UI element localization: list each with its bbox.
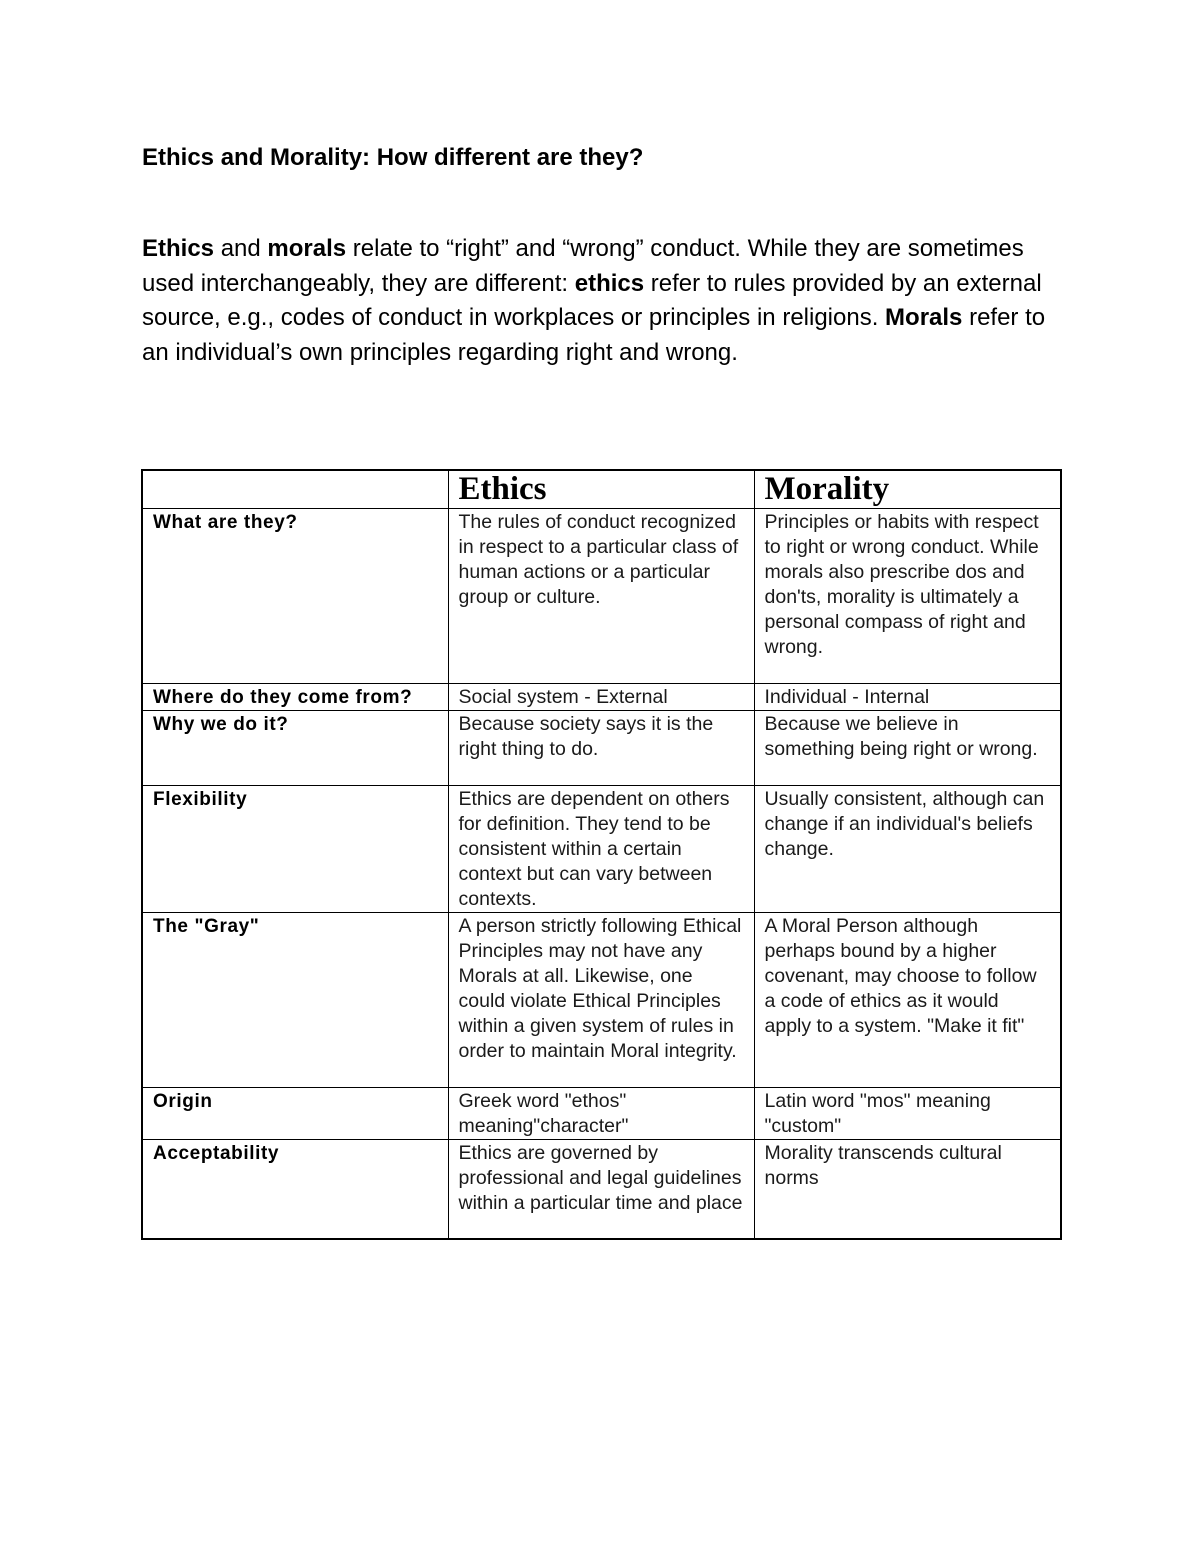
document-title: Ethics and Morality: How different are they? [142, 144, 644, 171]
ethics-cell: Greek word "ethos" meaning"character" [448, 1087, 754, 1139]
ethics-cell: Social system - External [448, 683, 754, 710]
header-morality: Morality [754, 470, 1061, 508]
row-label: Origin [142, 1087, 448, 1139]
morality-cell: Latin word "mos" meaning "custom" [754, 1087, 1061, 1139]
morality-cell: Because we believe in something being right or wrong. [754, 710, 1061, 785]
intro-segment: and [214, 235, 268, 262]
ethics-cell: A person strictly following Ethical Principles may not have any Morals at all. Likewise, one could violate Ethical Principles within a given system of rules in order to maintain Moral integrity. [448, 912, 754, 1087]
row-label: Flexibility [142, 785, 448, 912]
morality-cell: Usually consistent, although can change if an individual's beliefs change. [754, 785, 1061, 912]
row-label: Acceptability [142, 1139, 448, 1239]
table-header-row [142, 470, 1061, 508]
intro-segment: refer to an individual’s own principles regarding right and wrong. [142, 304, 1046, 366]
intro-segment: Ethics [142, 235, 215, 262]
table-row [142, 683, 1061, 710]
table-row [142, 710, 1061, 785]
intro-segment: relate to “right” and “wrong” conduct. While they are sometimes used interchangeably, they are different: [142, 235, 1024, 297]
ethics-cell: Because society says it is the right thing to do. [448, 710, 754, 785]
header-empty-cell [142, 470, 448, 508]
comparison-table [141, 469, 1062, 1240]
ethics-cell: The rules of conduct recognized in respect to a particular class of human actions or a particular group or culture. [448, 508, 754, 683]
intro-segment: refer to rules provided by an external source, e.g., codes of conduct in workplaces or principles in religions. [142, 269, 1042, 331]
morality-cell: A Moral Person although perhaps bound by a higher covenant, may choose to follow a code of ethics as it would apply to a system. "Make it fit" [754, 912, 1061, 1087]
ethics-cell: Ethics are governed by professional and legal guidelines within a particular time and place [448, 1139, 754, 1239]
intro-segment: morals [267, 235, 347, 262]
row-label: What are they? [142, 508, 448, 683]
table-row [142, 912, 1061, 1087]
table-row [142, 508, 1061, 683]
table-row [142, 1087, 1061, 1139]
row-label: Where do they come from? [142, 683, 448, 710]
morality-cell: Principles or habits with respect to right or wrong conduct. While morals also prescribe dos and don'ts, morality is ultimately a personal compass of right and wrong. [754, 508, 1061, 683]
intro-segment: ethics [574, 269, 645, 297]
table-row [142, 785, 1061, 912]
header-ethics: Ethics [448, 470, 754, 508]
intro-segment: Morals [885, 304, 963, 331]
morality-cell: Individual - Internal [754, 683, 1061, 710]
ethics-cell: Ethics are dependent on others for definition. They tend to be consistent within a certain context but can vary between contexts. [448, 785, 754, 912]
table-row [142, 1139, 1061, 1239]
intro-paragraph [142, 232, 1062, 370]
morality-cell: Morality transcends cultural norms [754, 1139, 1061, 1239]
row-label: Why we do it? [142, 710, 448, 785]
row-label: The "Gray" [142, 912, 448, 1087]
